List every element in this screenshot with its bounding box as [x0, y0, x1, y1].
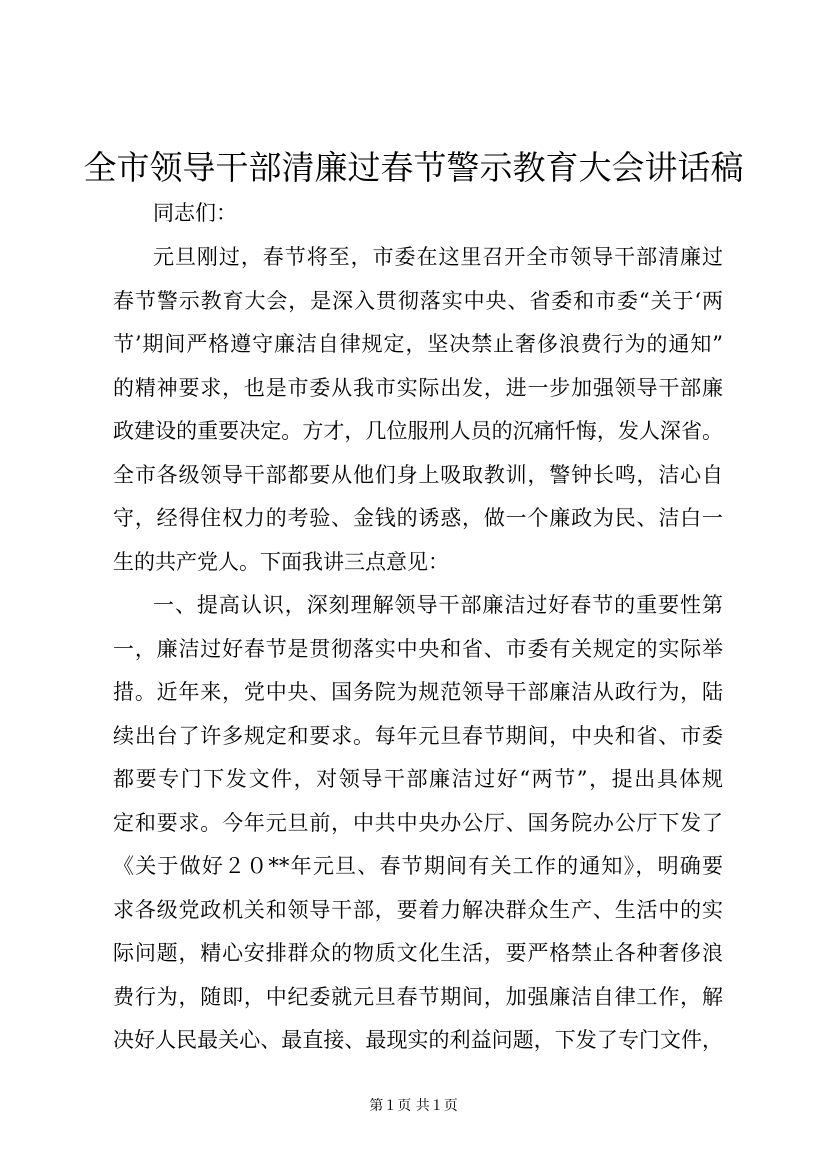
paragraph-line: 决好人民最关心、最直接、最现实的利益问题，下发了专门文件，	[113, 1028, 723, 1052]
paragraph-line: 一，廉洁过好春节是贯彻落实中央和省、市委有关规定的实际举	[113, 637, 723, 661]
paragraph-line: 际问题，精心安排群众的物质文化生活，要严格禁止各种奢侈浪	[113, 941, 723, 965]
paragraph-line: 措。近年来，党中央、国务院为规范领导干部廉洁从政行为，陆	[113, 680, 723, 704]
paragraph-line: 一、提高认识，深刻理解领导干部廉洁过好春节的重要性第	[153, 593, 723, 617]
paragraph-line: 定和要求。今年元旦前，中共中央办公厅、国务院办公厅下发了	[113, 811, 723, 835]
page-number-footer: 第１页 共１页	[369, 1098, 458, 1114]
paragraph-line: 全市各级领导干部都要从他们身上吸取教训，警钟长鸣，洁心自	[113, 463, 723, 487]
salutation-line: 同志们：	[153, 201, 237, 225]
paragraph-line: 元旦刚过，春节将至，市委在这里召开全市领导干部清廉过	[153, 245, 723, 269]
paragraph-line: 《关于做好２０**年元旦、春节期间有关工作的通知》，明确要	[113, 854, 723, 878]
paragraph-line: 政建设的重要决定。方才，几位服刑人员的沉痛忏悔，发人深省。	[113, 419, 723, 443]
paragraph-line: 节’期间严格遵守廉洁自律规定，坚决禁止奢侈浪费行为的通知”	[113, 332, 723, 356]
paragraph-line: 都要专门下发文件，对领导干部廉洁过好“两节”，提出具体规	[113, 767, 723, 791]
paragraph-line: 费行为，随即，中纪委就元旦春节期间，加强廉洁自律工作，解	[113, 985, 723, 1009]
paragraph-line: 守，经得住权力的考验、金钱的诱惑，做一个廉政为民、洁白一	[113, 506, 723, 530]
paragraph-line: 春节警示教育大会，是深入贯彻落实中央、省委和市委“关于‘两	[113, 289, 723, 313]
paragraph-line: 求各级党政机关和领导干部，要着力解决群众生产、生活中的实	[113, 898, 723, 922]
paragraph-line: 生的共产党人。下面我讲三点意见：	[113, 550, 449, 574]
paragraph-line: 的精神要求，也是市委从我市实际出发，进一步加强领导干部廉	[113, 376, 723, 400]
document-title: 全市领导干部清廉过春节警示教育大会讲话稿	[83, 148, 744, 187]
paragraph-line: 续出台了许多规定和要求。每年元旦春节期间，中央和省、市委	[113, 724, 723, 748]
